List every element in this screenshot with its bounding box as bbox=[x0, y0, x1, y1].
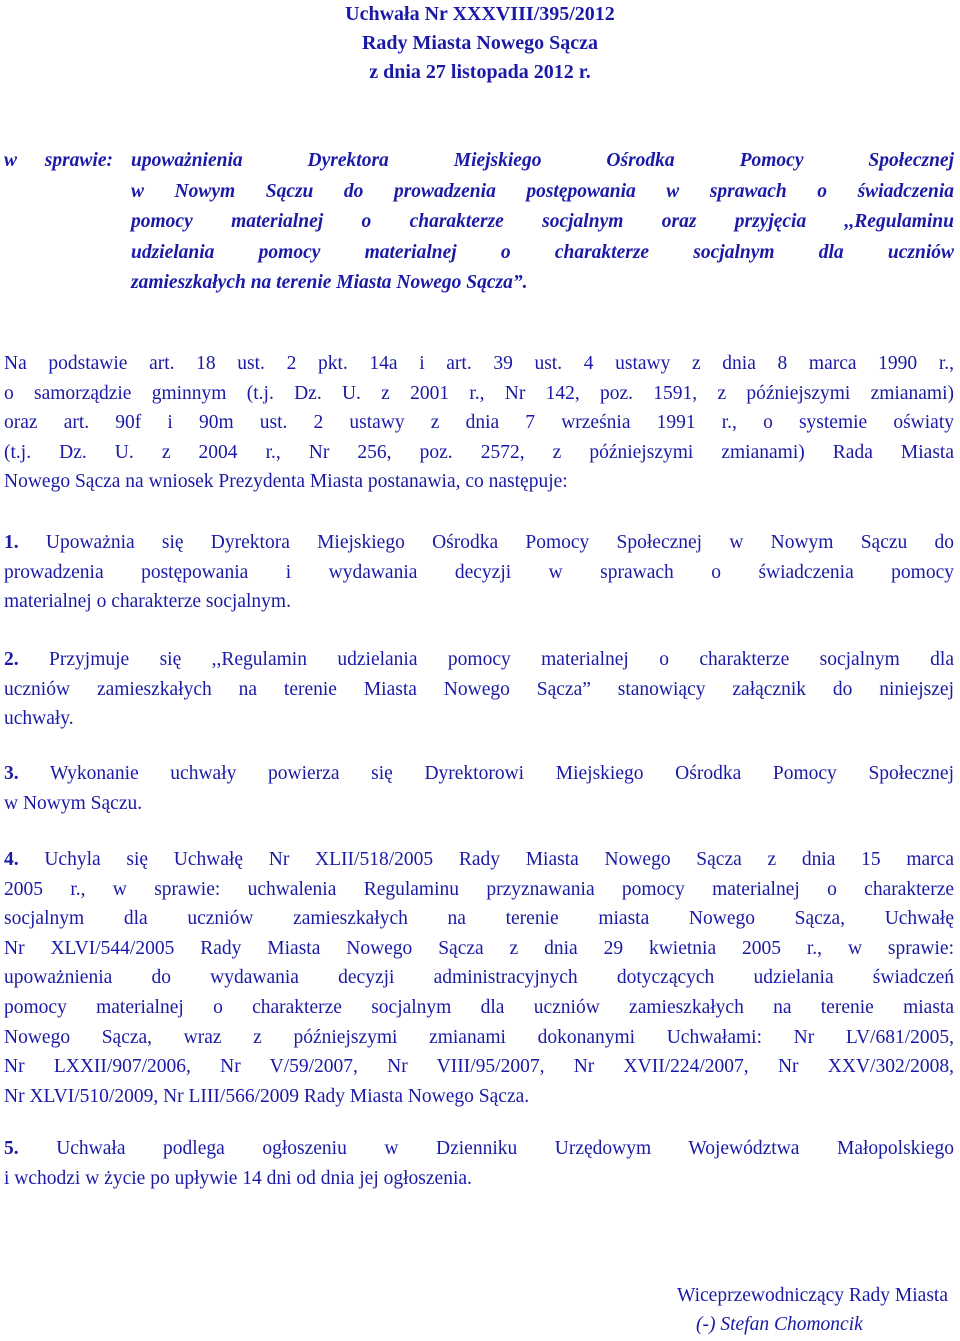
subject-line-1: upoważnienia Dyrektora Miejskiego Ośrodka Pomocy Społecznej bbox=[131, 150, 954, 171]
subject-line-3: pomocy materialnej o charakterze socjalnym oraz przyjęcia ,,Regulaminu bbox=[131, 211, 954, 233]
section-line: w Nowym Sączu. bbox=[4, 792, 143, 814]
section-line bbox=[4, 1134, 954, 1164]
subject-line-2: w Nowym Sączu do prowadzenia postępowania w sprawach o świadczenia bbox=[131, 180, 954, 202]
section-line: Nowego Sącza, wraz z późniejszymi zmianami dokonanymi Uchwałami: Nr LV/681/2005, bbox=[4, 1026, 954, 1048]
basis-line: o samorządzie gminnym (t.j. Dz. U. z 2001 r., Nr 142, poz. 1591, z późniejszymi zmianami) bbox=[4, 382, 954, 404]
section-line: pomocy materialnej o charakterze socjalnym dla uczniów zamieszkałych na terenie miasta bbox=[4, 996, 954, 1018]
resolution-number: Uchwała Nr XXXVIII/395/2012 bbox=[345, 3, 615, 25]
section-line bbox=[4, 528, 954, 558]
section-line: i wchodzi w życie po upływie 14 dni od dnia jej ogłoszenia. bbox=[4, 1167, 472, 1189]
section-line: uchwały. bbox=[4, 708, 74, 730]
basis-line: oraz art. 90f i 90m ust. 2 ustawy z dnia 7 września 1991 r., o systemie oświaty bbox=[4, 412, 954, 434]
council-name: Rady Miasta Nowego Sącza bbox=[361, 32, 599, 54]
resolution-date: z dnia 27 listopada 2012 r. bbox=[369, 61, 591, 83]
subject-line bbox=[4, 207, 954, 238]
section-line: socjalnym dla uczniów zamieszkałych na terenie miasta Nowego Sącza, Uchwałę bbox=[4, 908, 954, 930]
resolution-subject bbox=[4, 146, 954, 299]
signature-title: Wiceprzewodniczący Rady Miasta bbox=[676, 1285, 948, 1306]
section-line: upoważnienia do wydawania decyzji administracyjnych dotyczących udzielania świadczeń bbox=[4, 967, 954, 989]
section-line bbox=[4, 759, 954, 789]
signature-name: (-) Stefan Chomoncik bbox=[695, 1314, 863, 1335]
section-line bbox=[4, 645, 954, 675]
section-number: 5. bbox=[4, 1138, 19, 1159]
subject-lead-label: sprawie: bbox=[44, 150, 113, 171]
section-number: 3. bbox=[4, 763, 19, 784]
section-5 bbox=[4, 1134, 954, 1193]
section-text: Wykonanie uchwały powierza się Dyrektorowi Miejskiego Ośrodka Pomocy Społecznej bbox=[49, 763, 954, 784]
section-number: 2. bbox=[4, 649, 19, 670]
subject-line bbox=[4, 238, 954, 269]
section-text: Uchwała podlega ogłoszeniu w Dzienniku Urzędowym Województwa Małopolskiego bbox=[56, 1138, 954, 1159]
subject-line bbox=[4, 177, 954, 208]
section-line bbox=[4, 845, 954, 875]
section-text: Przyjmuje się ,,Regulamin udzielania pomocy materialnej o charakterze socjalnym dla bbox=[49, 649, 955, 670]
section-line: 2005 r., w sprawie: uchwalenia Regulaminu przyznawania pomocy materialnej o charakterze bbox=[4, 878, 954, 900]
section-1 bbox=[4, 528, 954, 617]
resolution-header bbox=[0, 0, 960, 87]
section-text: Upoważnia się Dyrektora Miejskiego Ośrodka Pomocy Społecznej w Nowym Sączu do bbox=[45, 532, 955, 553]
section-line: uczniów zamieszkałych na terenie Miasta Nowego Sącza” stanowiący załącznik do niniejszej bbox=[4, 678, 954, 700]
basis-line: Nowego Sącza na wniosek Prezydenta Miasta postanawia, co następuje: bbox=[4, 471, 568, 493]
subject-line-5: zamieszkałych na terenie Miasta Nowego Sącza”. bbox=[131, 272, 528, 294]
section-2 bbox=[4, 645, 954, 734]
section-4 bbox=[4, 845, 954, 1111]
legal-basis bbox=[4, 349, 954, 497]
section-line: materialnej o charakterze socjalnym. bbox=[4, 591, 291, 613]
basis-line: (t.j. Dz. U. z 2004 r., Nr 256, poz. 2572, z późniejszymi zmianami) Rada Miasta bbox=[4, 441, 954, 463]
subject-line-4: udzielania pomocy materialnej o charakterze socjalnym dla uczniów bbox=[131, 241, 954, 263]
section-line: prowadzenia postępowania i wydawania decyzji w sprawach o świadczenia pomocy bbox=[4, 561, 954, 583]
subject-lead-w: w bbox=[4, 150, 18, 171]
section-3 bbox=[4, 759, 954, 818]
section-number: 4. bbox=[4, 849, 19, 870]
signature-block bbox=[677, 1281, 948, 1339]
section-line: Nr XLVI/510/2009, Nr LIII/566/2009 Rady Miasta Nowego Sącza. bbox=[4, 1085, 530, 1107]
basis-line: Na podstawie art. 18 ust. 2 pkt. 14a i art. 39 ust. 4 ustawy z dnia 8 marca 1990 r., bbox=[4, 353, 954, 374]
subject-line bbox=[4, 146, 954, 177]
section-number: 1. bbox=[4, 532, 19, 553]
section-text: Uchyla się Uchwałę Nr XLII/518/2005 Rady Miasta Nowego Sącza z dnia 15 marca bbox=[44, 849, 954, 870]
section-line: Nr XLVI/544/2005 Rady Miasta Nowego Sącza z dnia 29 kwietnia 2005 r., w sprawie: bbox=[4, 937, 954, 959]
section-line: Nr LXXII/907/2006, Nr V/59/2007, Nr VIII/95/2007, Nr XVII/224/2007, Nr XXV/302/2008, bbox=[4, 1056, 954, 1078]
subject-lead bbox=[4, 146, 131, 177]
